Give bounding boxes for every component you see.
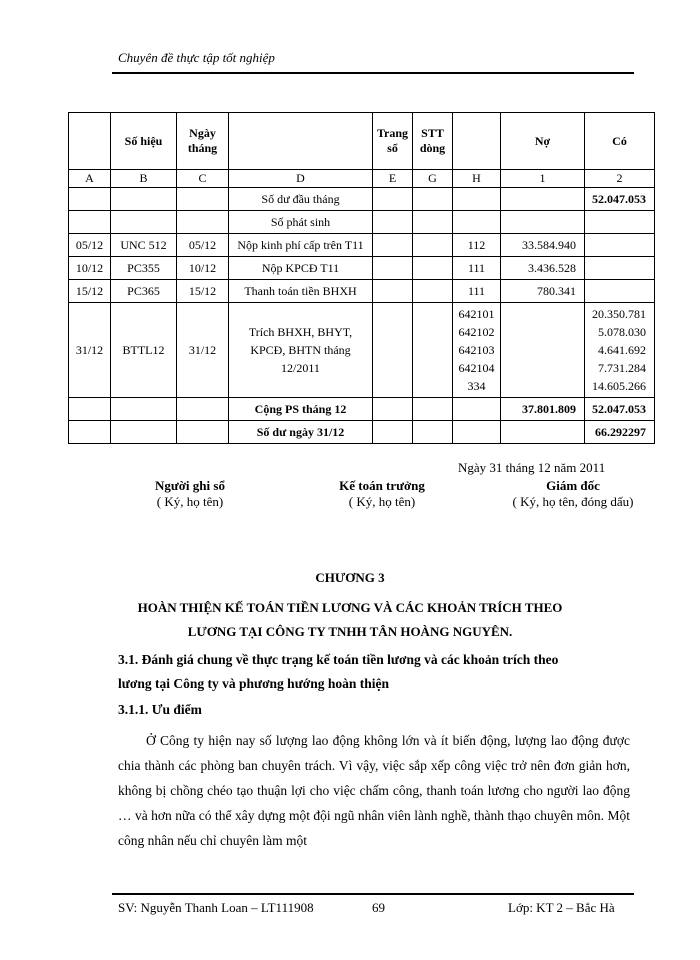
acct-cell	[453, 211, 501, 234]
signature-date: Ngày 31 tháng 12 năm 2011	[458, 460, 606, 475]
signature-note: ( Ký, họ tên)	[348, 494, 416, 509]
table-row	[69, 211, 655, 234]
total-credit: 52.047.053	[585, 398, 655, 421]
letter-cell: B	[111, 170, 177, 188]
credit-line: 20.350.781	[592, 307, 646, 321]
desc-cell	[229, 303, 373, 398]
stt-cell	[413, 188, 453, 211]
desc-cell: Nộp KPCĐ T11	[229, 257, 373, 280]
page-cell	[373, 280, 413, 303]
credit-cell	[585, 280, 655, 303]
acct-line: 642104	[458, 361, 495, 375]
empty-cell	[453, 398, 501, 421]
signature-note: ( Ký, họ tên)	[156, 494, 224, 509]
date-cell: 05/12	[69, 234, 111, 257]
day-cell	[177, 188, 229, 211]
footer-class: Lớp: KT 2 – Bắc Hà	[508, 900, 615, 915]
credit-cell: 52.047.053	[585, 188, 655, 211]
acct-cell: 112	[453, 234, 501, 257]
section-heading-line1: 3.1. Đánh giá chung về thực trạng kế toán tiền lương và các khoản trích theo	[118, 652, 559, 667]
signature-note: ( Ký, họ tên, đóng dấu)	[512, 494, 634, 509]
acct-line: 642101	[458, 307, 495, 321]
day-cell: 15/12	[177, 280, 229, 303]
table-row	[69, 257, 655, 280]
desc-line: Trích BHXH, BHYT,	[248, 325, 353, 339]
ref-cell: PC365	[111, 280, 177, 303]
empty-cell	[501, 421, 585, 444]
credit-line: 5.078.030	[598, 325, 646, 339]
day-cell	[177, 211, 229, 234]
header-divider	[112, 72, 634, 74]
page-header: Chuyên đề thực tập tốt nghiệp	[118, 50, 275, 65]
page-cell	[373, 234, 413, 257]
header-cell: Trang sổ	[373, 113, 413, 170]
footer-divider	[112, 893, 634, 895]
credit-line: 7.731.284	[598, 361, 646, 375]
ref-cell: UNC 512	[111, 234, 177, 257]
acct-cell	[453, 303, 501, 398]
header-cell	[229, 113, 373, 170]
page-cell	[373, 188, 413, 211]
debit-cell: 33.584.940	[501, 234, 585, 257]
date-cell	[69, 188, 111, 211]
credit-cell	[585, 234, 655, 257]
body-paragraph: Ở Công ty hiện nay số lượng lao động không lớn và ít biến động, lượng lao động được chia thành các phòng ban chuyên trách. Vì vậy, việc sắp xếp công việc trở nên đơn giản hơn, không bị chồng chéo tạo thuận lợi cho việc chấm công, thanh toán lương cho người lao động … và hơn nữa có thể xây dựng một đội ngũ nhân viên lành nghề, thành thạo chuyên môn. Một công nhân nếu chỉ chuyên làm một	[118, 733, 630, 848]
letter-cell: E	[373, 170, 413, 188]
desc-cell: Số phát sinh	[229, 211, 373, 234]
desc-cell: Nộp kinh phí cấp trên T11	[229, 234, 373, 257]
empty-cell	[177, 421, 229, 444]
ledger-table	[68, 112, 655, 444]
desc-line: 12/2011	[281, 361, 320, 375]
empty-cell	[453, 421, 501, 444]
desc-cell: Thanh toán tiền BHXH	[229, 280, 373, 303]
section-heading-line2: lương tại Công ty và phương hướng hoàn thiện	[118, 676, 390, 691]
date-cell	[69, 211, 111, 234]
ref-cell: PC355	[111, 257, 177, 280]
debit-cell	[501, 211, 585, 234]
chapter-title-line1: HOÀN THIỆN KẾ TOÁN TIỀN LƯƠNG VÀ CÁC KHOẢN TRÍCH THEO	[137, 600, 563, 615]
empty-cell	[373, 421, 413, 444]
signature-title: Kế toán trưởng	[339, 478, 425, 493]
stt-cell	[413, 257, 453, 280]
date-cell: 31/12	[69, 303, 111, 398]
acct-cell	[453, 188, 501, 211]
signature-accountant	[316, 478, 448, 510]
chapter-title-line2: LƯƠNG TẠI CÔNG TY TNHH TÂN HOÀNG NGUYÊN.	[187, 624, 513, 639]
footer-student: SV: Nguyễn Thanh Loan – LT111908	[118, 900, 314, 915]
signature-recorder	[130, 478, 250, 510]
table-row-closing	[69, 421, 655, 444]
header-cell	[69, 113, 111, 170]
empty-cell	[373, 398, 413, 421]
footer-page-number: 69	[372, 900, 385, 915]
debit-cell	[501, 188, 585, 211]
debit-cell	[501, 303, 585, 398]
closing-credit: 66.292297	[585, 421, 655, 444]
date-cell: 15/12	[69, 280, 111, 303]
acct-line: 334	[467, 379, 486, 393]
signature-title: Giám đốc	[546, 478, 600, 493]
desc-cell: Số dư đầu tháng	[229, 188, 373, 211]
letter-cell: D	[229, 170, 373, 188]
credit-cell	[585, 211, 655, 234]
acct-line: 642102	[458, 325, 495, 339]
total-debit: 37.801.809	[501, 398, 585, 421]
chapter-number: CHƯƠNG 3	[315, 570, 385, 585]
credit-cell	[585, 303, 655, 398]
header-cell: Số hiệu	[111, 113, 177, 170]
table-row	[69, 188, 655, 211]
acct-cell: 111	[453, 280, 501, 303]
page-cell	[373, 303, 413, 398]
header-cell: Có	[585, 113, 655, 170]
day-cell: 05/12	[177, 234, 229, 257]
page-cell	[373, 257, 413, 280]
table-row	[69, 280, 655, 303]
stt-cell	[413, 211, 453, 234]
empty-cell	[69, 398, 111, 421]
credit-cell	[585, 257, 655, 280]
total-label: Cộng PS tháng 12	[229, 398, 373, 421]
table-row	[69, 234, 655, 257]
empty-cell	[69, 421, 111, 444]
empty-cell	[413, 421, 453, 444]
signature-title: Người ghi sổ	[155, 478, 225, 493]
empty-cell	[111, 421, 177, 444]
stt-cell	[413, 280, 453, 303]
letter-cell: C	[177, 170, 229, 188]
empty-cell	[413, 398, 453, 421]
ref-cell	[111, 211, 177, 234]
letter-cell: H	[453, 170, 501, 188]
day-cell: 31/12	[177, 303, 229, 398]
ref-cell	[111, 188, 177, 211]
column-letter-row	[69, 170, 655, 188]
debit-cell: 780.341	[501, 280, 585, 303]
subsection-heading: 3.1.1. Ưu điểm	[118, 702, 202, 717]
header-cell: STT dòng	[413, 113, 453, 170]
stt-cell	[413, 234, 453, 257]
header-cell: Ngày tháng	[177, 113, 229, 170]
table-row-allocation	[69, 303, 655, 398]
empty-cell	[177, 398, 229, 421]
credit-line: 4.641.692	[598, 343, 646, 357]
debit-cell: 3.436.528	[501, 257, 585, 280]
day-cell: 10/12	[177, 257, 229, 280]
letter-cell: 1	[501, 170, 585, 188]
header-cell	[453, 113, 501, 170]
empty-cell	[111, 398, 177, 421]
letter-cell: A	[69, 170, 111, 188]
acct-cell: 111	[453, 257, 501, 280]
letter-cell: 2	[585, 170, 655, 188]
desc-line: KPCĐ, BHTN tháng	[250, 343, 351, 357]
signature-director	[492, 478, 654, 510]
ref-cell: BTTL12	[111, 303, 177, 398]
stt-cell	[413, 303, 453, 398]
date-cell: 10/12	[69, 257, 111, 280]
table-header-row	[69, 113, 655, 170]
letter-cell: G	[413, 170, 453, 188]
page-cell	[373, 211, 413, 234]
header-cell: Nợ	[501, 113, 585, 170]
closing-label: Số dư ngày 31/12	[229, 421, 373, 444]
table-row-total	[69, 398, 655, 421]
acct-line: 642103	[458, 343, 495, 357]
credit-line: 14.605.266	[592, 379, 646, 393]
